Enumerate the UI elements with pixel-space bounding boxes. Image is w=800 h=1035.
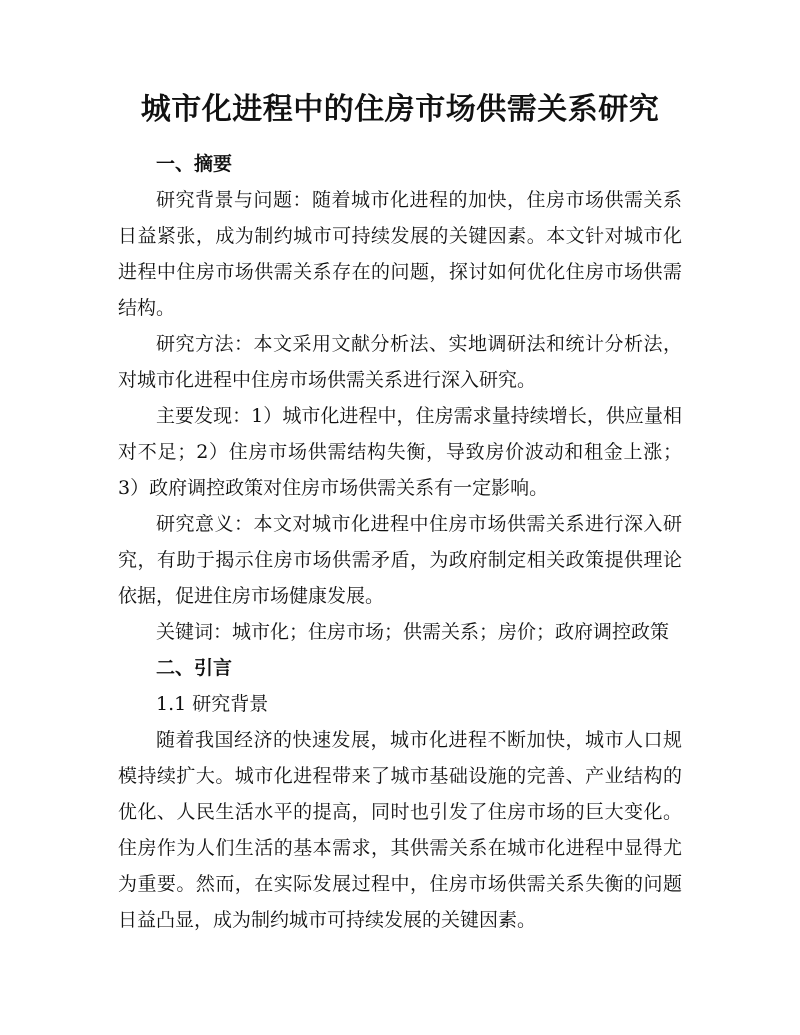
abstract-findings-paragraph: 主要发现：1）城市化进程中，住房需求量持续增长，供应量相对不足；2）住房市场供需结构失衡，导致房价波动和租金上涨；3）政府调控政策对住房市场供需关系有一定影响。 xyxy=(118,405,682,499)
abstract-method-paragraph: 研究方法：本文采用文献分析法、实地调研法和统计分析法，对城市化进程中住房市场供需关系进行深入研究。 xyxy=(118,333,682,391)
document-title: 城市化进程中的住房市场供需关系研究 xyxy=(140,92,660,127)
abstract-background-paragraph: 研究背景与问题：随着城市化进程的加快，住房市场供需关系日益紧张，成为制约城市可持续发展的关键因素。本文针对城市化进程中住房市场供需关系存在的问题，探讨如何优化住房市场供需结构。 xyxy=(118,189,682,319)
document-body xyxy=(118,146,682,938)
intro-heading: 二、引言 xyxy=(156,657,233,679)
intro-background-paragraph: 随着我国经济的快速发展，城市化进程不断加快，城市人口规模持续扩大。城市化进程带来了城市基础设施的完善、产业结构的优化、人民生活水平的提高，同时也引发了住房市场的巨大变化。住房作为人们生活的基本需求，其供需关系在城市化进程中显得尤为重要。然而，在实际发展过程中，住房市场供需关系失衡的问题日益凸显，成为制约城市可持续发展的关键因素。 xyxy=(118,729,682,931)
abstract-heading: 一、摘要 xyxy=(156,153,233,175)
abstract-significance-paragraph: 研究意义：本文对城市化进程中住房市场供需关系进行深入研究，有助于揭示住房市场供需矛盾，为政府制定相关政策提供理论依据，促进住房市场健康发展。 xyxy=(118,513,682,607)
intro-subheading: 1.1 研究背景 xyxy=(156,693,269,715)
keywords-line: 关键词：城市化；住房市场；供需关系；房价；政府调控政策 xyxy=(156,621,670,643)
